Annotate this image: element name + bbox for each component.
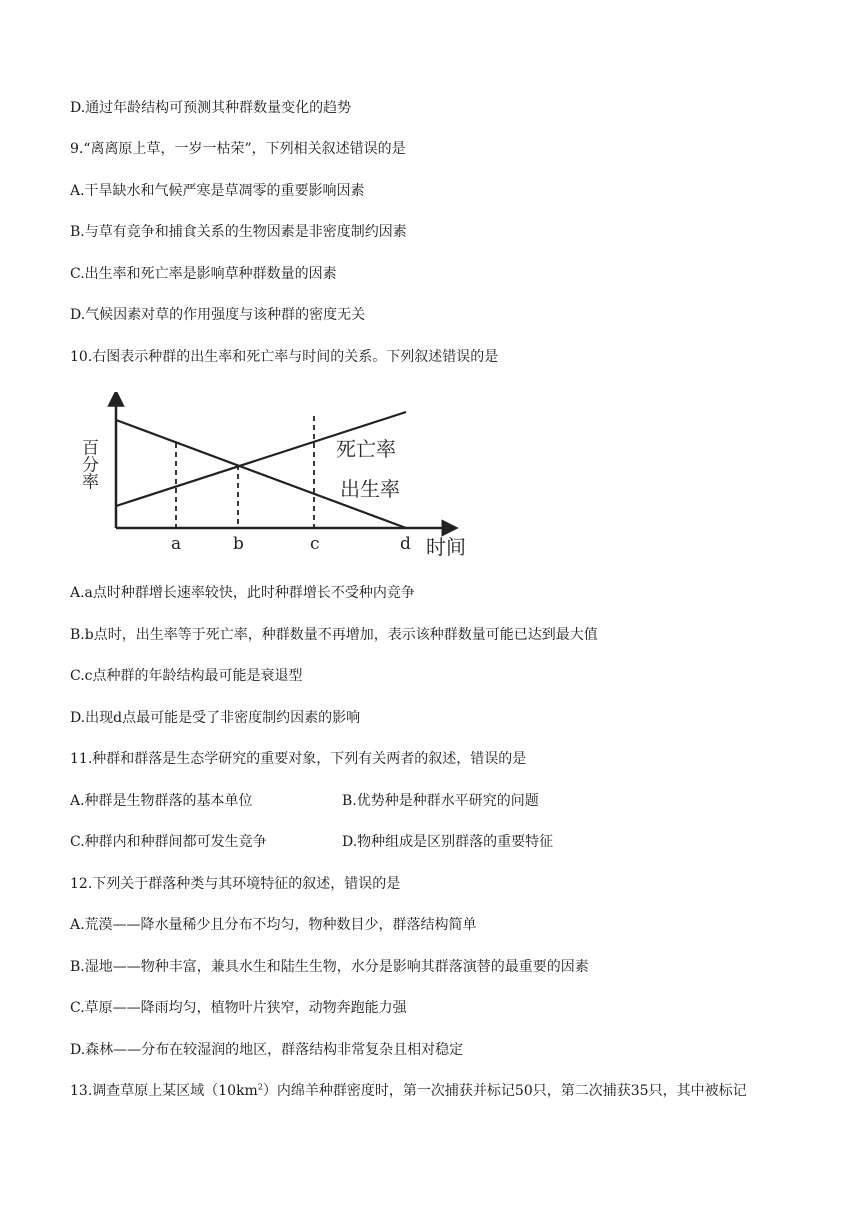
q12-option-a: A.荒漠——降水量稀少且分布不均匀，物种数目少，群落结构简单 (70, 917, 477, 933)
q8-option-d: D.通过年龄结构可预测其种群数量变化的趋势 (70, 100, 352, 116)
q13-stem-end: ）内绵羊种群密度时，第一次捕获并标记50只，第二次捕获35只，其中被标记 (262, 1083, 747, 1099)
q11-option-d: D.物种组成是区别群落的重要特征 (342, 834, 554, 850)
point-label-b: b (233, 534, 244, 554)
point-label-c: c (310, 534, 320, 554)
birth-rate-label: 出生率 (340, 477, 400, 501)
q11-option-c: C.种群内和种群间都可发生竞争 (70, 834, 267, 850)
q9-option-c: C.出生率和死亡率是影响草种群数量的因素 (70, 266, 337, 282)
q11-option-b: B.优势种是种群水平研究的问题 (342, 793, 539, 809)
q13-stem (70, 1082, 747, 1100)
q9-option-a: A.干旱缺水和气候严寒是草凋零的重要影响因素 (70, 183, 365, 199)
x-axis-label: 时间 (426, 535, 466, 559)
q9-stem: 9.“离离原上草，一岁一枯荣”，下列相关叙述错误的是 (70, 141, 406, 157)
point-label-d: d (400, 534, 411, 554)
q10-option-c: C.c点种群的年龄结构最可能是衰退型 (70, 668, 303, 684)
q10-stem: 10.右图表示种群的出生率和死亡率与时间的关系。下列叙述错误的是 (70, 349, 499, 365)
q9-option-b: B.与草有竞争和捕食关系的生物因素是非密度制约因素 (70, 224, 407, 240)
q9-option-d: D.气候因素对草的作用强度与该种群的密度无关 (70, 307, 366, 323)
q12-option-b: B.湿地——物种丰富，兼具水生和陆生生物，水分是影响其群落演替的最重要的因素 (70, 959, 589, 975)
q11-option-a: A.种群是生物群落的基本单位 (70, 793, 253, 809)
q10-option-d: D.出现d点最可能是受了非密度制约因素的影响 (70, 710, 361, 726)
point-label-a: a (171, 534, 182, 554)
birth-death-rate-figure (70, 392, 490, 564)
q12-stem: 12.下列关于群落种类与其环境特征的叙述，错误的是 (70, 876, 401, 892)
q13-stem-start: 13.调查草原上某区域（10km (70, 1083, 258, 1099)
q12-option-d: D.森林——分布在较湿润的地区，群落结构非常复杂且相对稳定 (70, 1042, 464, 1058)
y-axis-label: 百分率 (78, 438, 98, 490)
q10-option-a: A.a点时种群增长速率较快，此时种群增长不受种内竞争 (70, 585, 415, 601)
q11-stem: 11.种群和群落是生态学研究的重要对象，下列有关两者的叙述，错误的是 (70, 751, 527, 767)
q10-option-b: B.b点时，出生率等于死亡率，种群数量不再增加，表示该种群数量可能已达到最大值 (70, 627, 598, 643)
death-rate-label: 死亡率 (336, 437, 396, 461)
q12-option-c: C.草原——降雨均匀，植物叶片狭窄，动物奔跑能力强 (70, 1000, 407, 1016)
q13-area-exponent: 2 (257, 1082, 263, 1092)
